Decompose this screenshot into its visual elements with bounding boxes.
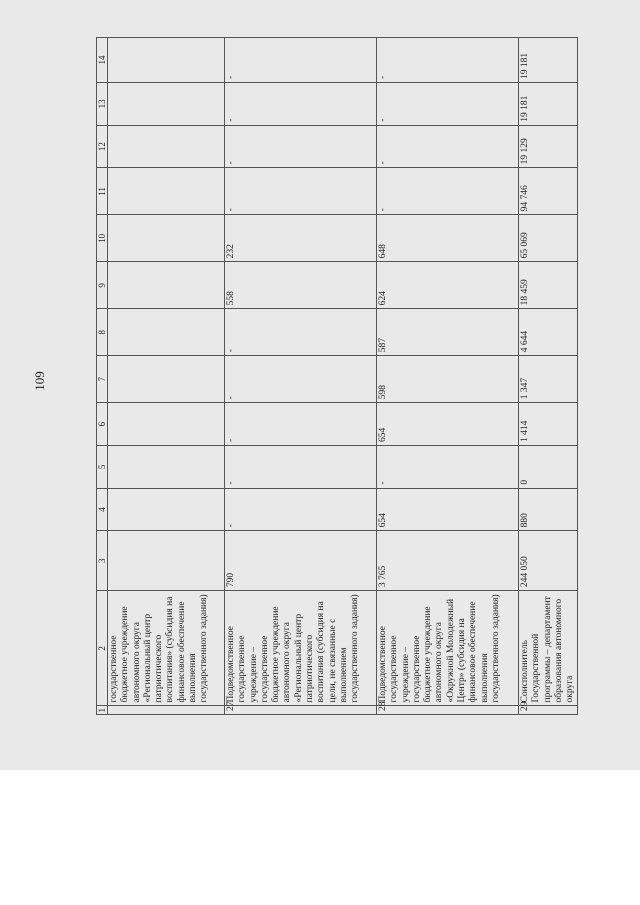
cell: 0	[519, 445, 578, 488]
cell	[108, 215, 225, 262]
header-cell: 6	[97, 403, 108, 446]
header-cell: 1	[97, 706, 108, 715]
cell	[108, 262, 225, 309]
cell: -	[377, 168, 519, 215]
header-cell: 11	[97, 168, 108, 215]
cell	[108, 309, 225, 356]
cell: 624	[377, 262, 519, 309]
table-row	[519, 38, 578, 715]
row-number: 29	[519, 706, 578, 715]
cell: -	[225, 488, 377, 531]
cell: 65 069	[519, 215, 578, 262]
header-cell: 3	[97, 531, 108, 591]
cell: 19 181	[519, 83, 578, 126]
cell: 654	[377, 488, 519, 531]
cell	[108, 83, 225, 126]
header-cell: 9	[97, 262, 108, 309]
cell: 4 644	[519, 309, 578, 356]
blank-margin	[0, 770, 640, 905]
cell: 19 181	[519, 38, 578, 83]
row-number: 28	[377, 706, 519, 715]
cell: -	[377, 38, 519, 83]
cell: -	[377, 445, 519, 488]
cell: -	[225, 445, 377, 488]
cell: 244 050	[519, 531, 578, 591]
header-cell: 12	[97, 125, 108, 168]
cell: 19 129	[519, 125, 578, 168]
cell	[108, 38, 225, 83]
header-cell: 14	[97, 38, 108, 83]
header-cell: 4	[97, 488, 108, 531]
cell: 648	[377, 215, 519, 262]
cell: 3 765	[377, 531, 519, 591]
table-row	[225, 38, 377, 715]
cell: 1 347	[519, 356, 578, 403]
budget-table	[96, 37, 578, 715]
row-number: 27	[225, 706, 377, 715]
cell	[108, 356, 225, 403]
cell: 880	[519, 488, 578, 531]
cell: -	[225, 403, 377, 446]
header-cell: 2	[97, 591, 108, 706]
row-name: Подведомственное государственное учреждение – государственное бюджетное учреждение автономного округа «Окружной Молодежный Центр» (субсидия на финансовое обеспечение выполнения государственного задания)	[377, 591, 519, 706]
header-cell: 7	[97, 356, 108, 403]
table-row	[108, 38, 225, 715]
cell	[108, 403, 225, 446]
cell: 654	[377, 403, 519, 446]
cell: 598	[377, 356, 519, 403]
cell	[108, 168, 225, 215]
cell: 232	[225, 215, 377, 262]
cell: 1 414	[519, 403, 578, 446]
cell	[108, 531, 225, 591]
cell: -	[225, 38, 377, 83]
cell: 790	[225, 531, 377, 591]
cell	[108, 125, 225, 168]
header-cell: 10	[97, 215, 108, 262]
cell: -	[225, 83, 377, 126]
cell	[108, 445, 225, 488]
cell: 558	[225, 262, 377, 309]
cell	[108, 488, 225, 531]
cell: -	[377, 125, 519, 168]
header-row	[97, 38, 108, 715]
cell: -	[225, 168, 377, 215]
row-name: Подведомственное государственное учреждение – государственное бюджетное учреждение автономного округа «Региональный центр патриотического воспитания (субсидия на цели, не связанные с выполнением государственного задания)	[225, 591, 377, 706]
cell: 18 459	[519, 262, 578, 309]
header-cell: 8	[97, 309, 108, 356]
header-cell: 5	[97, 445, 108, 488]
cell: -	[225, 356, 377, 403]
cell: -	[225, 125, 377, 168]
cell: 587	[377, 309, 519, 356]
cell: 94 746	[519, 168, 578, 215]
row-name: Соисполнитель Государственной программы – департамент образования автономного округа	[519, 591, 578, 706]
rotated-table-container	[96, 37, 576, 715]
table-row	[377, 38, 519, 715]
row-number	[108, 706, 225, 715]
row-name: государственное бюджетное учреждение автономного округа «Региональный центр патриотического воспитания» (субсидия на финансовое обеспечение выполнения государственного задания)	[108, 591, 225, 706]
header-cell: 13	[97, 83, 108, 126]
cell: -	[225, 309, 377, 356]
cell: -	[377, 83, 519, 126]
